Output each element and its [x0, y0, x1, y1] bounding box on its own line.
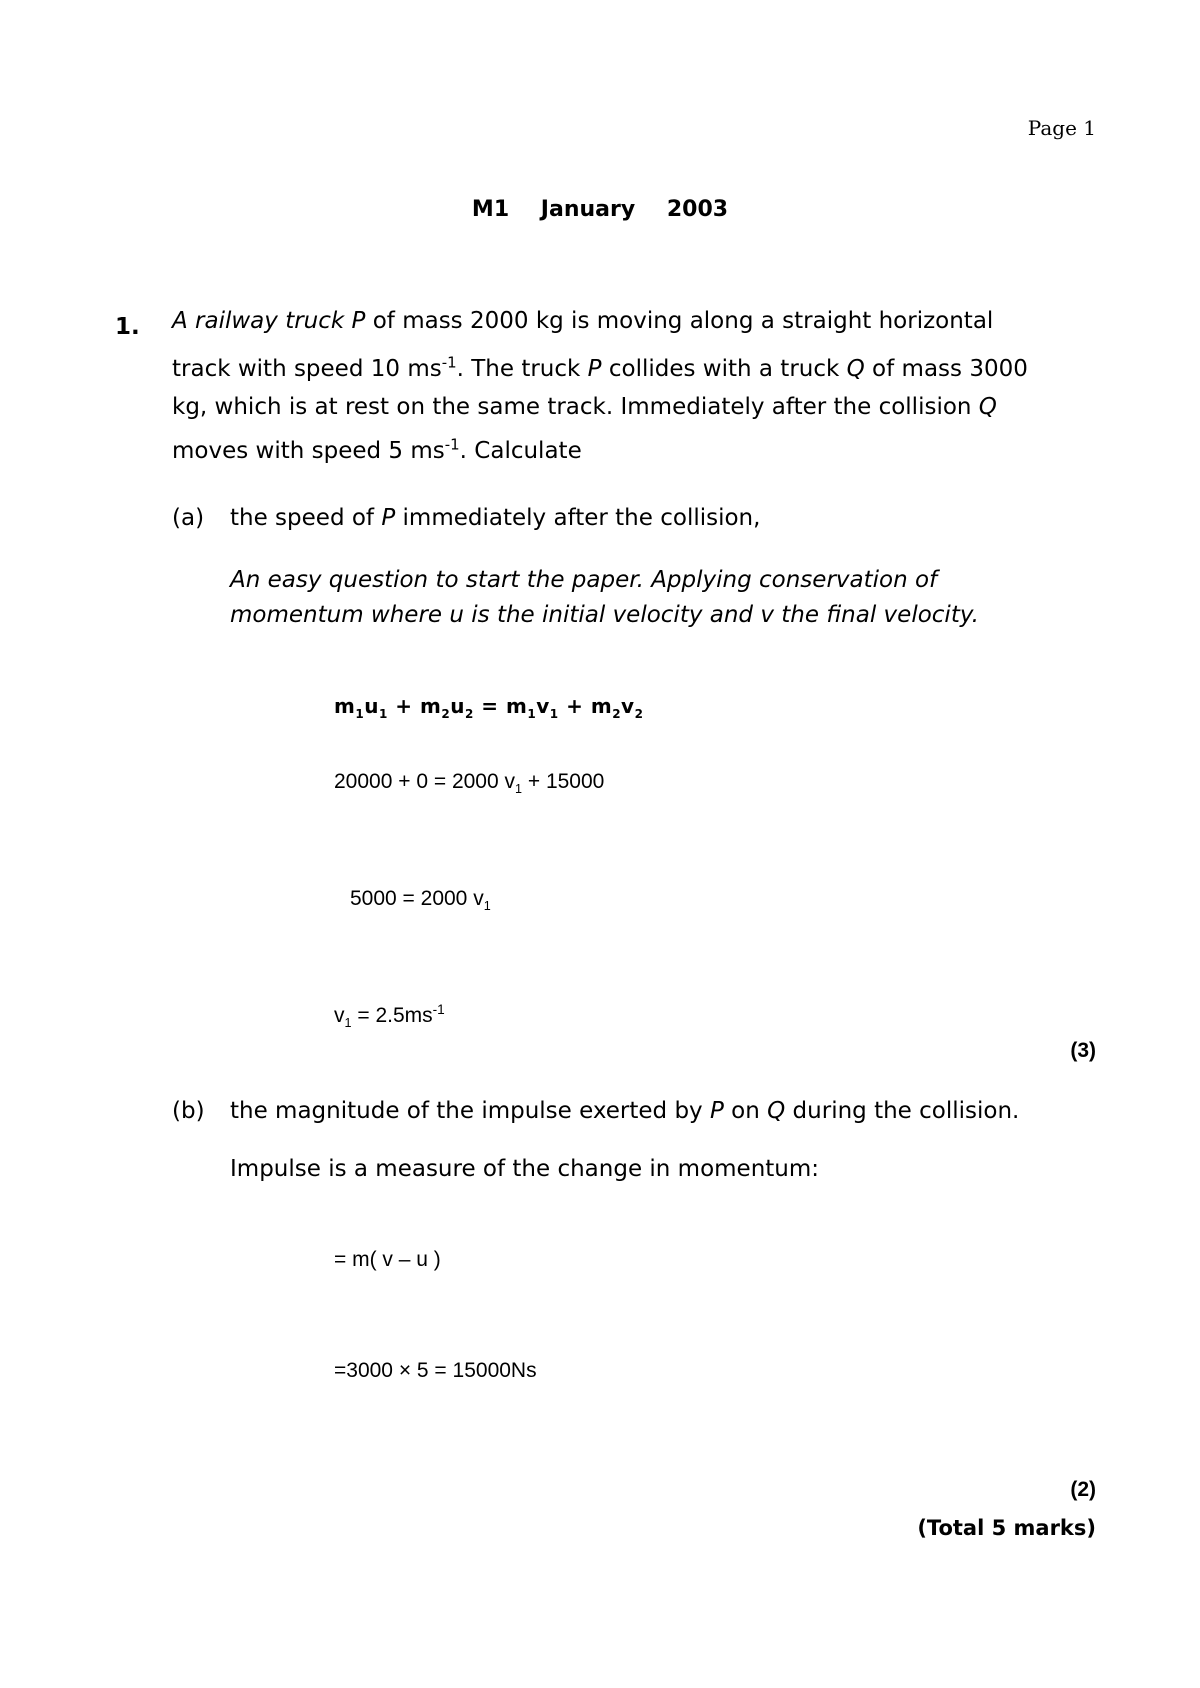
question-number: 1.: [115, 314, 140, 340]
question-line-3: kg, which is at rest on the same track. Immediately after the collision Q: [172, 394, 997, 420]
question-line-1: A railway truck P of mass 2000 kg is moving along a straight horizontal: [172, 308, 994, 334]
working-line-3: $v_1 = 2.5ms^{-1}$: [334, 1002, 445, 1031]
part-b-question: the magnitude of the impulse exerted by P on Q during the collision.: [230, 1098, 1020, 1124]
explanation-line: An easy question to start the paper. Applying conservation of: [230, 567, 938, 593]
impulse-working-line-2: =3000 × 5 = 15000Ns: [334, 1359, 537, 1382]
part-a-explanation: [230, 563, 990, 633]
working-line-1: 20000 + 0 = 2000 $v_1 + 15000$: [334, 770, 605, 797]
question-line-4: moves with speed 5 $ms^{-1}$. Calculate: [172, 435, 582, 464]
part-a-label: (a): [172, 505, 205, 531]
page-number: Page 1: [1027, 116, 1096, 140]
document-title: M1 January 2003: [471, 197, 729, 222]
part-b-marks: (2): [1070, 1478, 1096, 1501]
part-a-question: the speed of P immediately after the collision,: [230, 505, 761, 531]
part-b-explanation: Impulse is a measure of the change in momentum:: [230, 1156, 820, 1182]
explanation-line: momentum where u is the initial velocity and v the final velocity.: [230, 602, 979, 628]
part-a-marks: (3): [1070, 1039, 1096, 1062]
part-b-label: (b): [172, 1098, 205, 1124]
impulse-working-line-1: = m( v – u ): [334, 1248, 441, 1271]
question-text: [172, 310, 1072, 463]
momentum-equation: $m_1u_1 + m_2u_2 = m_1v_1 + m_2v_2$: [334, 694, 644, 721]
total-marks: (Total 5 marks): [917, 1516, 1096, 1540]
working-line-2: 5000 = 2000 $v_1$: [350, 887, 491, 914]
question-line-2: track with speed 10 $ms^{-1}$. The truck P collides with a truck Q of mass 3000: [172, 353, 1028, 382]
